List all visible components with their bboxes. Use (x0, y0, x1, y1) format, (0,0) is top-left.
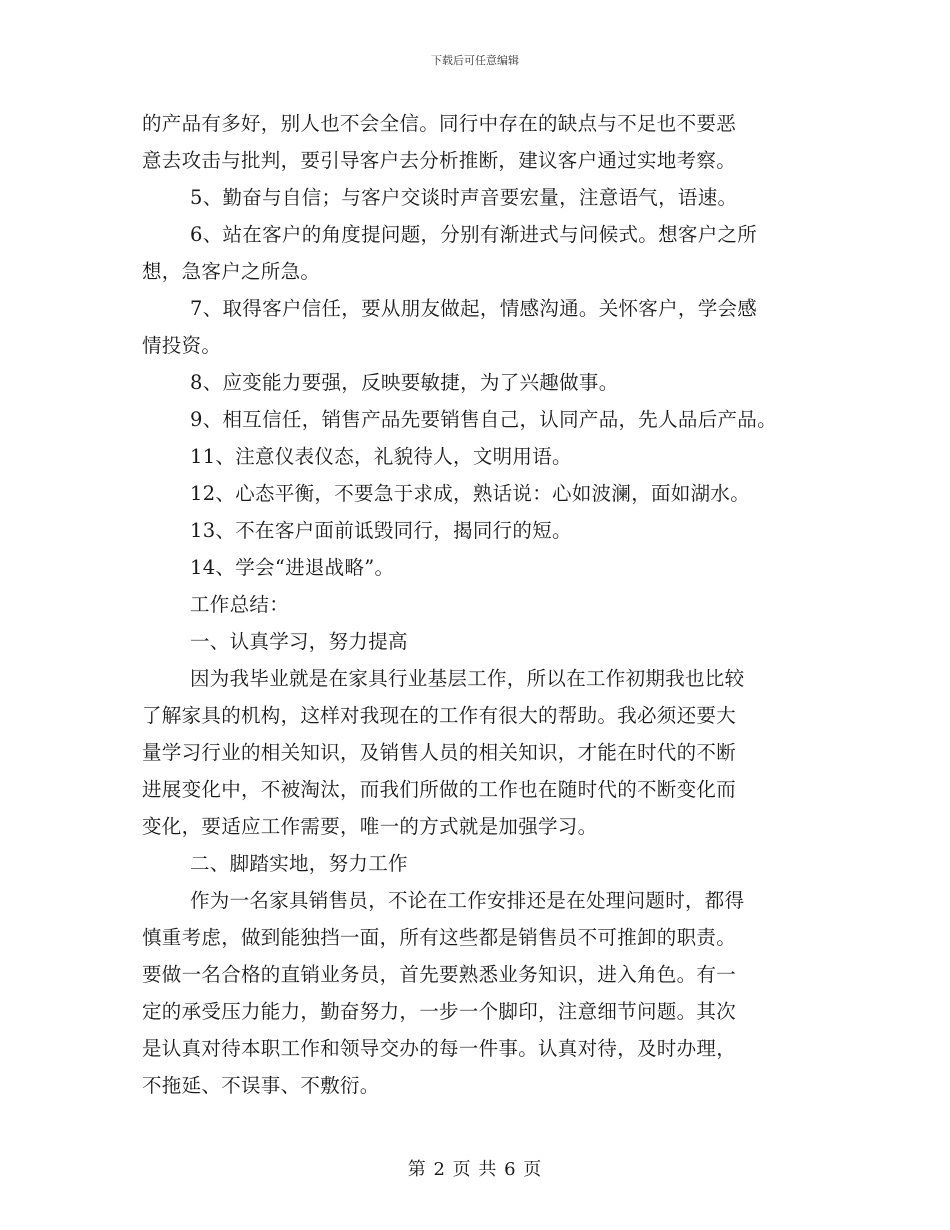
text-line: 作为一名家具销售员，不论在工作安排还是在处理问题时，都得 (190, 889, 745, 912)
text-line: 情投资。 (142, 334, 222, 357)
page-number-footer: 第 2 页 共 6 页 (407, 1159, 543, 1180)
text-line: 9、相互信任，销售产品先要销售自己，认同产品，先人品后产品。 (190, 408, 777, 431)
text-line: 8、应变能力要强，反映要敏捷，为了兴趣做事。 (190, 371, 619, 394)
text-line: 5、勤奋与自信；与客户交谈时声音要宏量，注意语气，语速。 (190, 186, 738, 209)
text-line: 因为我毕业就是在家具行业基层工作，所以在工作初期我也比较 (190, 667, 745, 690)
text-line: 量学习行业的相关知识，及销售人员的相关知识，才能在时代的不断 (142, 741, 737, 764)
text-line: 二、脚踏实地，努力工作 (190, 852, 408, 875)
text-line: 想，急客户之所急。 (142, 260, 321, 283)
page-header: 下载后可任意编辑 (431, 54, 519, 67)
text-line: 的产品有多好，别人也不会全信。同行中存在的缺点与不足也不要恶 (142, 112, 737, 135)
text-line: 变化，要适应工作需要，唯一的方式就是加强学习。 (142, 815, 598, 838)
text-line: 是认真对待本职工作和领导交办的每一件事。认真对待，及时办理， (142, 1037, 737, 1060)
text-line: 意去攻击与批判，要引导客户去分析推断，建议客户通过实地考察。 (142, 149, 737, 172)
text-line: 工作总结： (190, 593, 290, 616)
text-line: 了解家具的机构，这样对我现在的工作有很大的帮助。我必须还要大 (142, 704, 737, 727)
text-line: 进展变化中，不被淘汰，而我们所做的工作也在随时代的不断变化而 (142, 778, 737, 801)
text-line: 14、学会“进退战略”。 (190, 556, 395, 579)
text-line: 要做一名合格的直销业务员，首先要熟悉业务知识，进入角色。有一 (142, 963, 737, 986)
text-line: 11、注意仪表仪态，礼貌待人，文明用语。 (190, 445, 572, 468)
text-line: 不拖延、不误事、不敷衍。 (142, 1074, 380, 1097)
text-line: 13、不在客户面前诋毁同行，揭同行的短。 (190, 519, 572, 542)
text-line: 定的承受压力能力，勤奋努力，一步一个脚印，注意细节问题。其次 (142, 1000, 737, 1023)
document-body (142, 105, 822, 1104)
text-line: 7、取得客户信任，要从朋友做起，情感沟通。关怀客户，学会感 (190, 297, 758, 320)
text-line: 慎重考虑，做到能独挡一面，所有这些都是销售员不可推卸的职责。 (142, 926, 737, 949)
text-line: 6、站在客户的角度提问题，分别有渐进式与问候式。想客户之所 (190, 223, 758, 246)
text-line: 一、认真学习，努力提高 (190, 630, 408, 653)
text-line: 12、心态平衡，不要急于求成，熟话说：心如波澜，面如湖水。 (190, 482, 751, 505)
